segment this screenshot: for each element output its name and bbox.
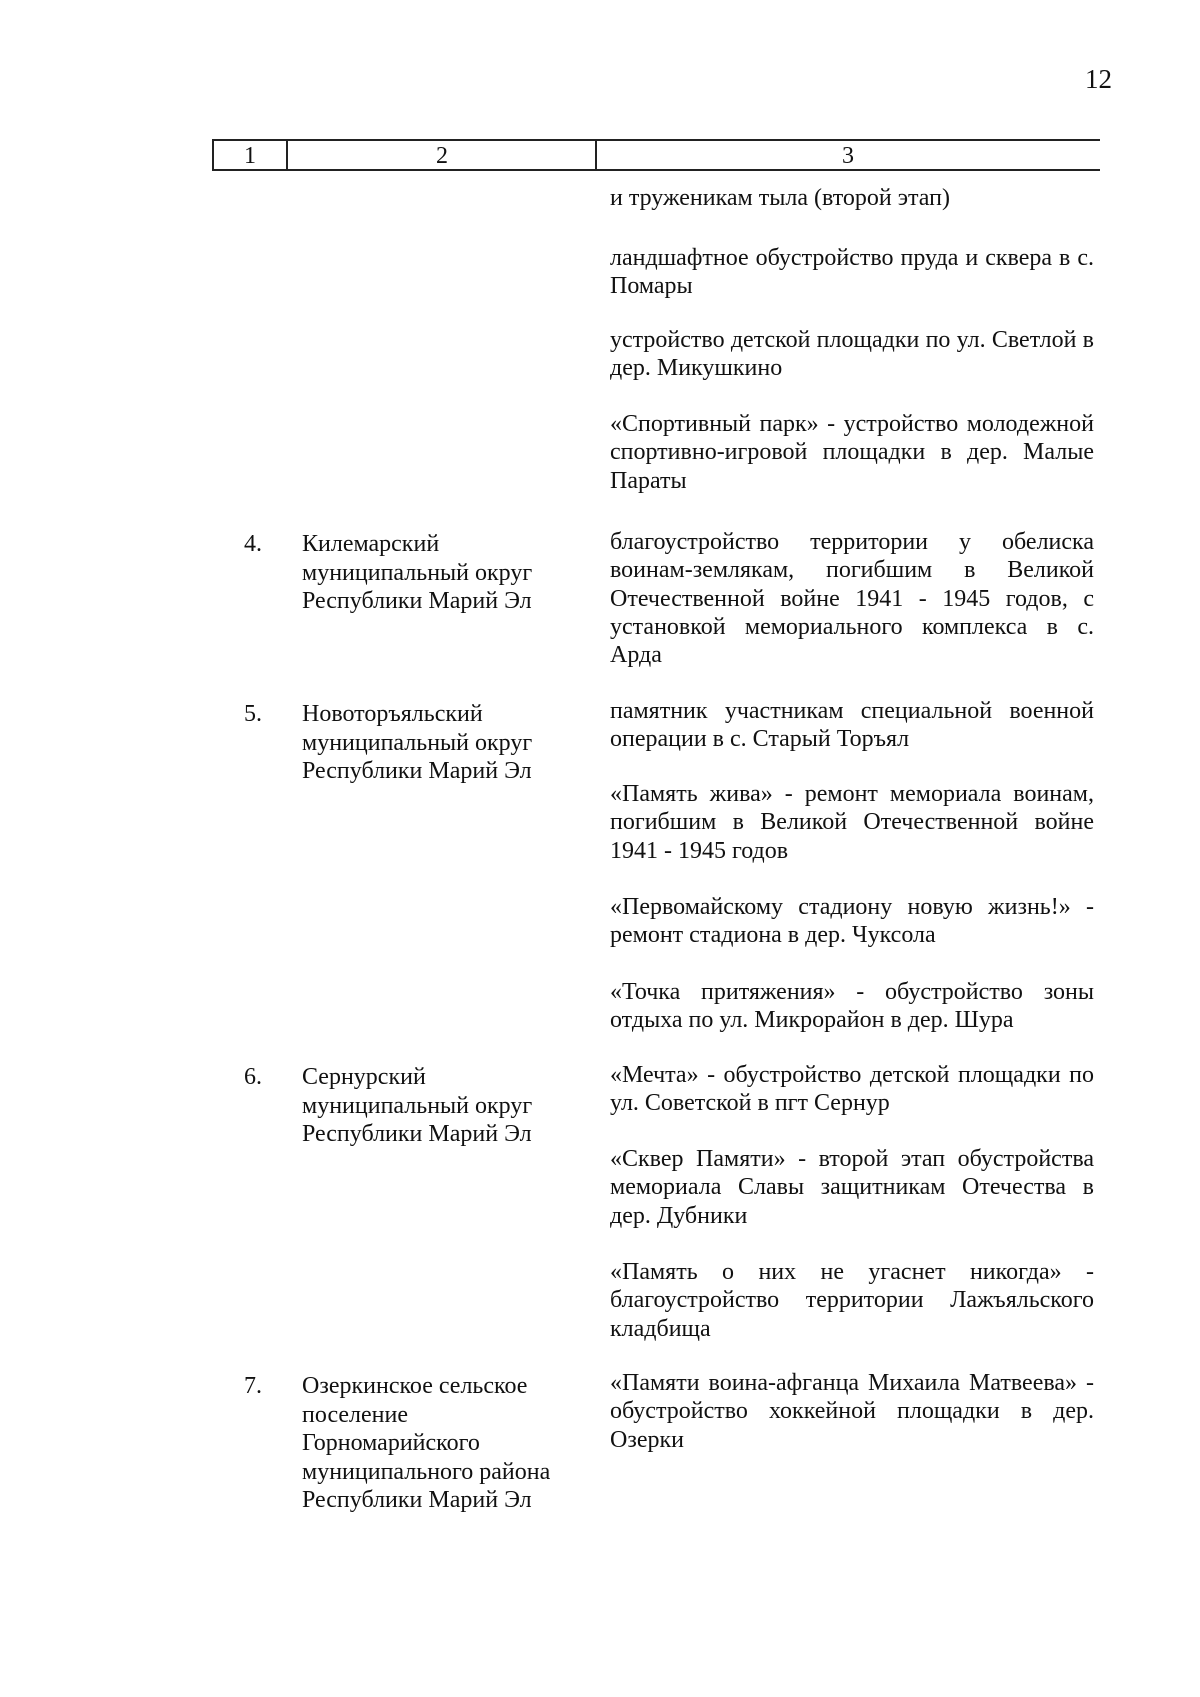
page-number: 12 [1085, 64, 1112, 94]
municipality-name: Озеркинское сельское поселение Горномарийского муниципального района Республики Марий Эл [302, 1373, 551, 1513]
continuation-item-2: ландшафтное обустройство пруда и сквера в с. Помары [610, 245, 1094, 300]
continuation-item-4: «Спортивный парк» - устройство молодежной спортивно-игровой площадки в дер. Малые Параты [610, 411, 1094, 494]
project-item: «Точка притяжения» - обустройство зоны отдыха по ул. Микрорайон в дер. Шура [610, 979, 1094, 1034]
row-number: 5. [244, 701, 262, 727]
table-header-col-1: 1 [244, 143, 256, 169]
table-header-col-2: 2 [436, 143, 448, 169]
project-item: «Памяти воина-афганца Михаила Матвеева» - обустройство хоккейной площадки в дер. Озерки [610, 1370, 1094, 1453]
row-number: 6. [244, 1064, 262, 1090]
continuation-item-3: устройство детской площадки по ул. Светлой в дер. Микушкино [610, 327, 1094, 382]
project-item: «Память жива» - ремонт мемориала воинам, погибшим в Великой Отечественной войне 1941 - 1945 годов [610, 781, 1094, 864]
municipality-name: Сернурский муниципальный округ Республики Марий Эл [302, 1064, 533, 1147]
project-item: благоустройство территории у обелиска воинам-землякам, погибшим в Великой Отечественной войне 1941 - 1945 годов, с установкой мемориального комплекса в с. Арда [610, 529, 1094, 669]
project-item: «Первомайскому стадиону новую жизнь!» - ремонт стадиона в дер. Чуксола [610, 894, 1094, 949]
project-item: «Сквер Памяти» - второй этап обустройства мемориала Славы защитникам Отечества в дер. Дубники [610, 1146, 1094, 1229]
table-header-lines [0, 0, 1200, 200]
row-number: 4. [244, 531, 262, 557]
continuation-item-1: и труженикам тыла (второй этап) [610, 185, 950, 211]
project-item: «Мечта» - обустройство детской площадки по ул. Советской в пгт Сернур [610, 1062, 1094, 1117]
project-item: «Память о них не угаснет никогда» - благоустройство территории Лажъяльского кладбища [610, 1259, 1094, 1342]
municipality-name: Килемарский муниципальный округ Республики Марий Эл [302, 531, 533, 614]
municipality-name: Новоторъяльский муниципальный округ Республики Марий Эл [302, 701, 533, 784]
table-header-col-3: 3 [842, 143, 854, 169]
row-number: 7. [244, 1373, 262, 1399]
project-item: памятник участникам специальной военной операции в с. Старый Торъял [610, 698, 1094, 753]
